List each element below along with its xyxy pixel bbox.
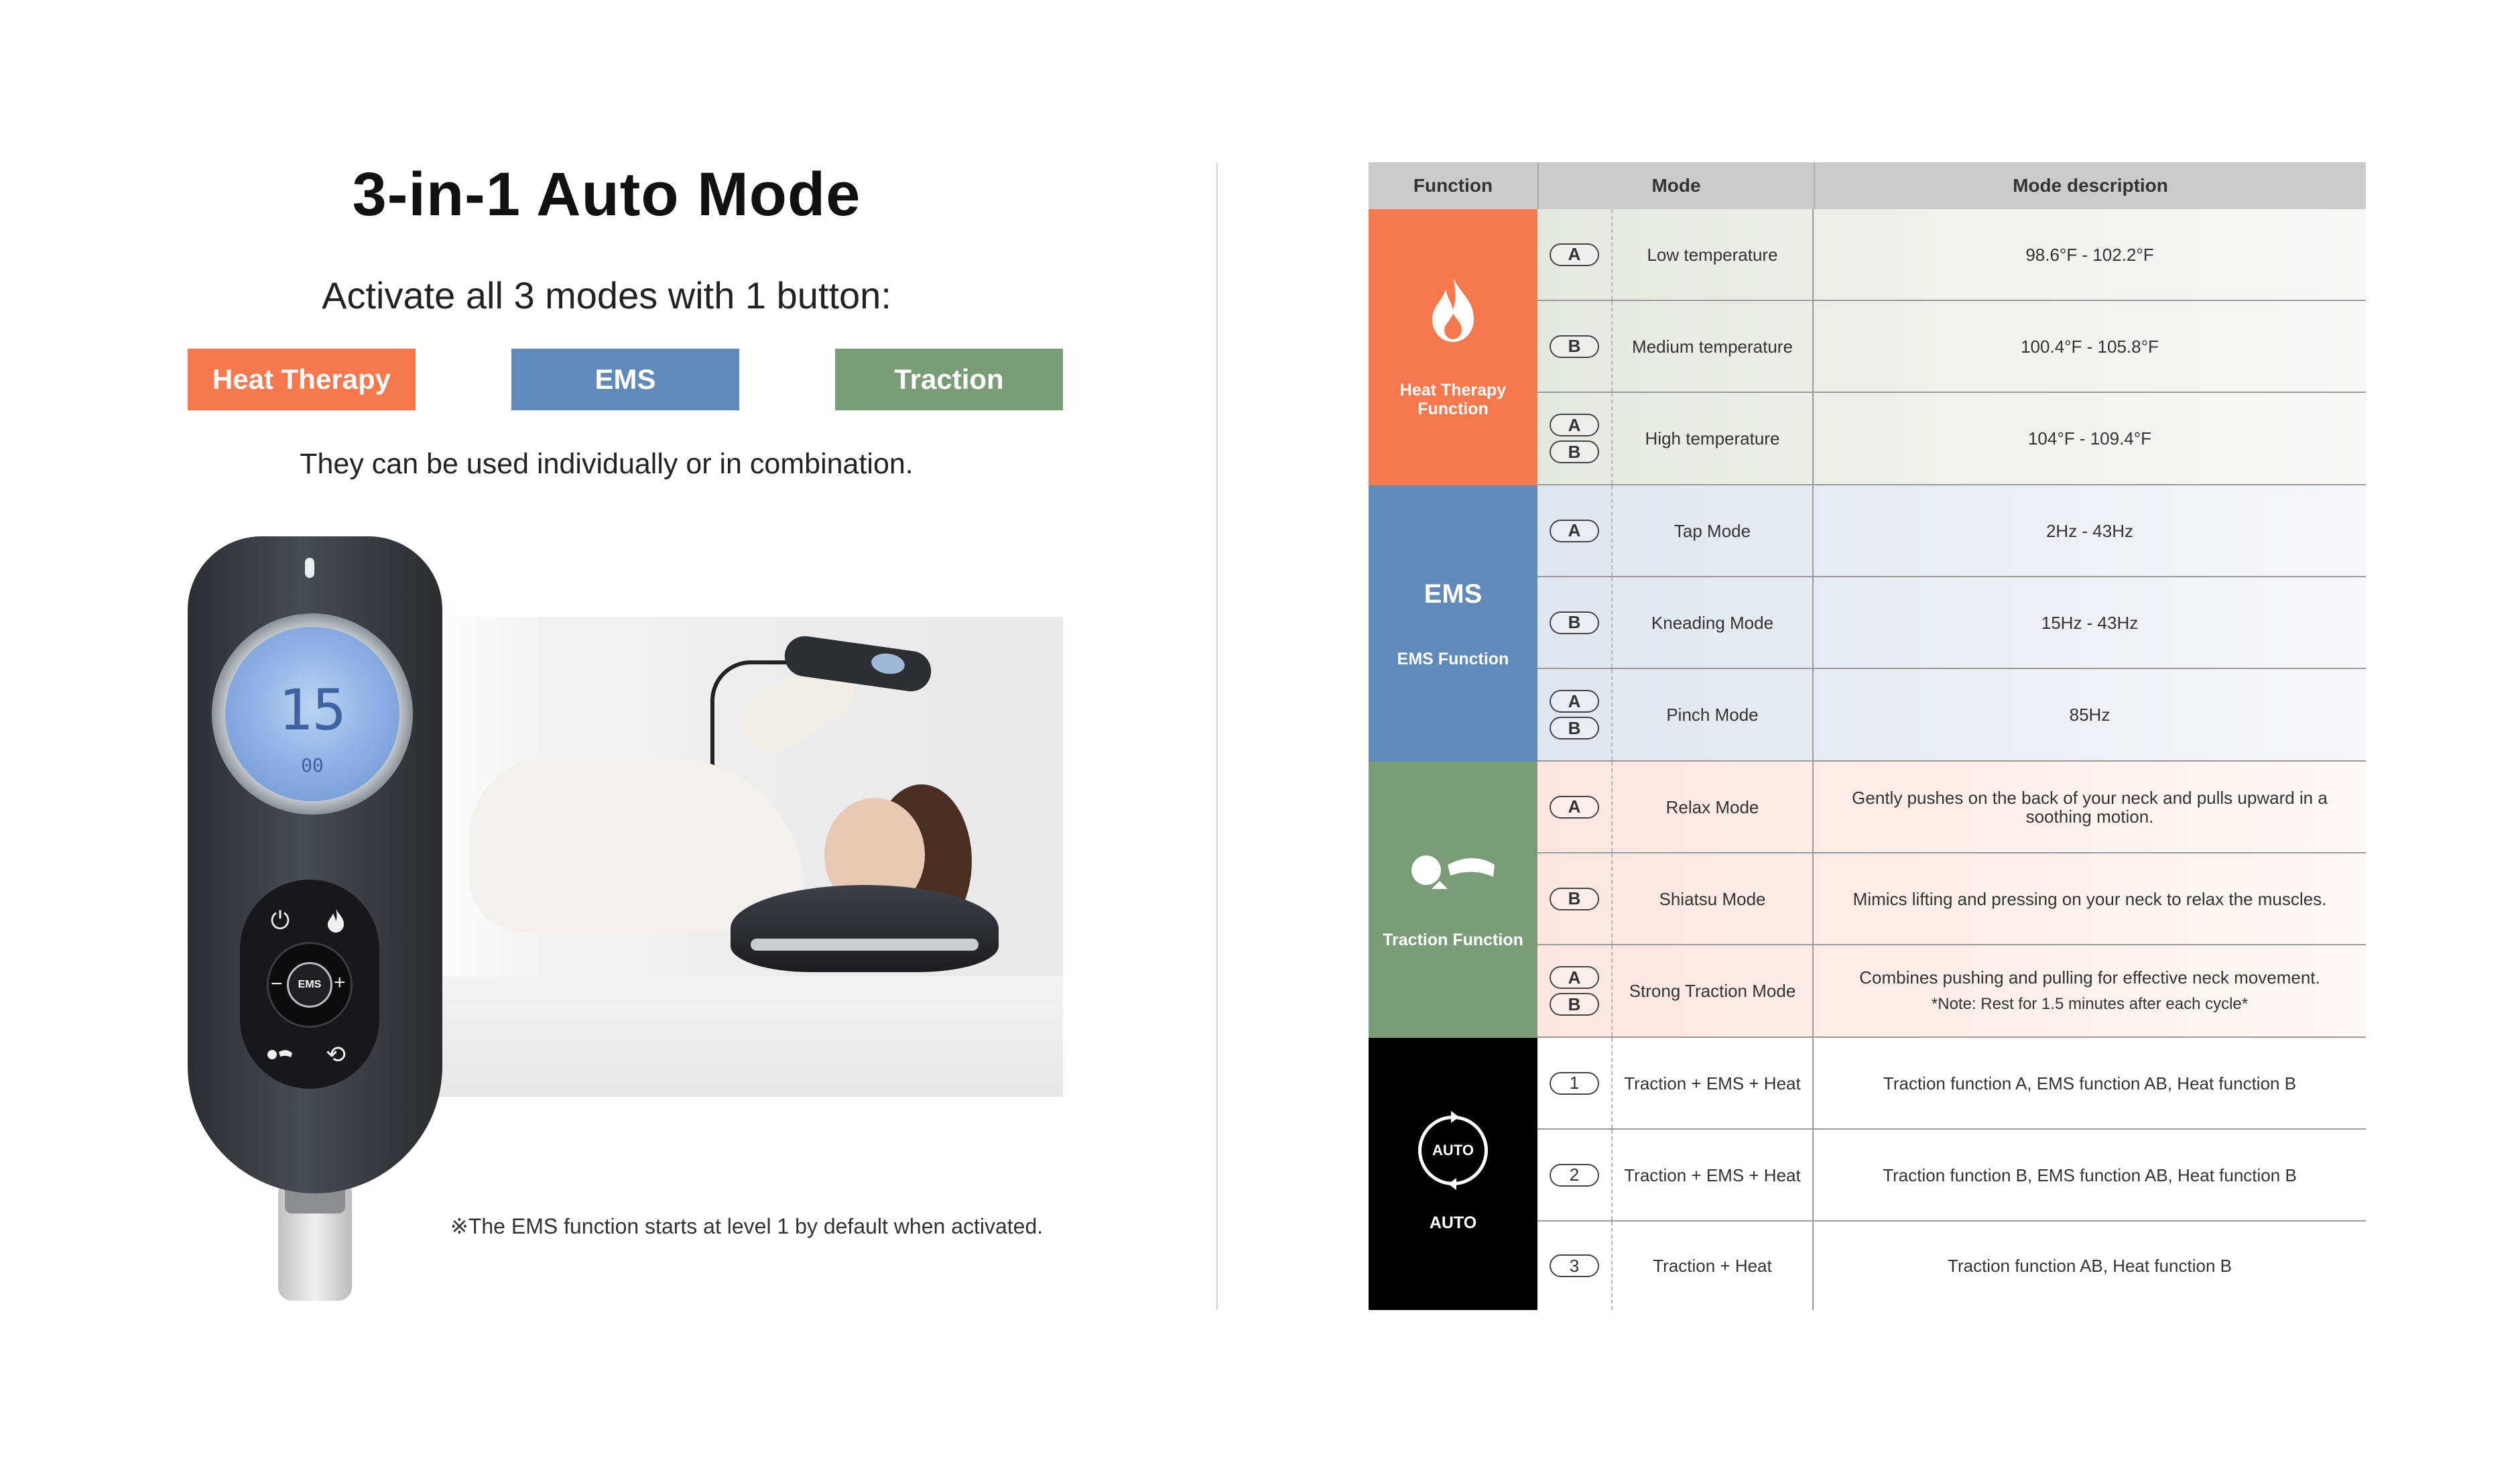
remote-display-sub: 00: [301, 754, 324, 776]
table-row: [1537, 1038, 2366, 1130]
mode-badge: B: [1550, 717, 1599, 739]
mode-badges: [1537, 393, 1613, 484]
mode-badges: [1537, 1222, 1613, 1310]
mode-badges: [1537, 669, 1613, 760]
group-ems-big-label: EMS: [1424, 579, 1483, 609]
page-subtitle: Activate all 3 modes with 1 button:: [322, 274, 891, 316]
remote-display-value: 15: [278, 677, 346, 743]
heat-therapy-pill: Heat Therapy: [188, 349, 416, 410]
mode-name: Medium temperature: [1613, 301, 1814, 392]
group-ems: [1369, 485, 1537, 762]
mode-badge: B: [1550, 993, 1599, 1016]
group-traction: [1369, 762, 1537, 1038]
table-row: [1537, 209, 2366, 301]
mode-description: 85Hz: [2069, 705, 2110, 725]
table-row: [1537, 485, 2366, 577]
table-row: [1537, 1222, 2366, 1310]
mode-badge: A: [1550, 690, 1599, 713]
mode-name: Kneading Mode: [1613, 577, 1814, 668]
mode-badge: 3: [1550, 1254, 1599, 1277]
auto-button-icon[interactable]: ⟲: [325, 1041, 346, 1068]
mode-badges: [1537, 1130, 1613, 1220]
mode-description: 98.6°F - 102.2°F: [2025, 244, 2154, 265]
mode-description: Traction function A, EMS function AB, Heat function B: [1883, 1073, 2297, 1093]
usage-text: They can be used individually or in combination.: [300, 448, 914, 480]
table-row: [1537, 762, 2366, 853]
mode-badge: B: [1550, 335, 1599, 358]
mode-description-text: Combines pushing and pulling for effective neck movement.: [1859, 967, 2320, 988]
mode-name: Traction + EMS + Heat: [1613, 1038, 1814, 1128]
group-auto: [1369, 1038, 1537, 1310]
mode-badges: [1537, 1038, 1613, 1128]
mode-badge: 2: [1550, 1164, 1599, 1187]
ems-pill: EMS: [511, 349, 739, 410]
group-traction-label: Traction Function: [1383, 931, 1523, 949]
mode-name: Shiatsu Mode: [1613, 853, 1814, 944]
group-heat-therapy-label: Heat Therapy Function: [1399, 381, 1507, 418]
mode-name: Traction + EMS + Heat: [1613, 1130, 1814, 1220]
mode-description: 2Hz - 43Hz: [2045, 520, 2134, 541]
header-function: Function: [1413, 175, 1493, 196]
auto-cycle-icon: AUTO: [1418, 1116, 1488, 1185]
traction-pill: Traction: [835, 349, 1063, 410]
mode-badges: [1537, 853, 1613, 944]
mode-description: 100.4°F - 105.8°F: [2021, 336, 2159, 357]
ems-button[interactable]: EMS: [287, 962, 332, 1008]
mode-name: Strong Traction Mode: [1613, 945, 1814, 1036]
mode-badges: [1537, 209, 1613, 300]
mode-badge: A: [1550, 520, 1599, 542]
header-mode-description: Mode description: [1814, 162, 2366, 209]
mode-description: Gently pushes on the back of your neck and pulls upward in a soothing motion.: [1852, 787, 2328, 827]
table-row: [1537, 945, 2366, 1038]
minus-button[interactable]: −: [271, 973, 283, 995]
table-row: [1537, 577, 2366, 669]
mode-name: Traction + Heat: [1613, 1222, 1814, 1310]
mode-badges: [1537, 945, 1613, 1036]
power-icon[interactable]: ⏻: [270, 906, 290, 934]
plus-button[interactable]: +: [334, 971, 346, 994]
mode-badge: A: [1550, 414, 1599, 436]
ems-note: ※The EMS function starts at level 1 by default when activated.: [450, 1214, 1044, 1238]
heat-flame-icon[interactable]: [319, 904, 353, 937]
mode-table: [1369, 162, 2366, 1310]
mode-description: [1814, 945, 2366, 1036]
mode-badge: B: [1550, 888, 1599, 910]
mode-description: Traction function AB, Heat function B: [1948, 1256, 2232, 1276]
group-auto-label: AUTO: [1429, 1213, 1477, 1232]
neck-massager-band: [751, 939, 979, 951]
mode-badges: [1537, 301, 1613, 392]
table-row: [1537, 393, 2366, 485]
neck-massager-device: [731, 885, 999, 972]
mode-badge: A: [1550, 966, 1599, 989]
left-panel: [0, 0, 1226, 1483]
mode-description-note: *Note: Rest for 1.5 minutes after each cycle*: [1931, 995, 2249, 1013]
mode-description: Traction function B, EMS function AB, Heat function B: [1883, 1165, 2297, 1185]
mode-description: Mimics lifting and pressing on your neck to relax the muscles.: [1852, 888, 2327, 909]
mode-name: Tap Mode: [1613, 485, 1814, 576]
mode-badge: A: [1550, 796, 1599, 819]
panel-divider: [1216, 162, 1218, 1310]
mode-badge: B: [1550, 611, 1599, 634]
mode-badge: 1: [1550, 1072, 1599, 1095]
table-row: [1537, 1130, 2366, 1222]
mode-badge: A: [1550, 243, 1599, 266]
mode-name: High temperature: [1613, 393, 1814, 484]
mode-description: 104°F - 109.4°F: [2027, 428, 2152, 449]
group-ems-label: EMS Function: [1397, 649, 1509, 668]
table-row: [1537, 301, 2366, 393]
header-mode: Mode: [1537, 162, 1814, 209]
mode-name: Pinch Mode: [1613, 669, 1814, 760]
traction-button-icon[interactable]: [263, 1038, 297, 1071]
mode-name: Relax Mode: [1613, 762, 1814, 852]
table-header: [1369, 162, 2366, 209]
table-row: [1537, 669, 2366, 762]
remote-led-indicator: [305, 558, 314, 578]
table-row: [1537, 853, 2366, 945]
mode-badges: [1537, 577, 1613, 668]
photo-floor: [416, 976, 1063, 1097]
mode-name: Low temperature: [1613, 209, 1814, 300]
page-title: 3-in-1 Auto Mode: [352, 160, 861, 229]
mode-badges: [1537, 762, 1613, 852]
traction-icon: [1406, 850, 1500, 897]
flame-icon: [1430, 276, 1476, 343]
mode-description: 15Hz - 43Hz: [2041, 612, 2139, 633]
mode-badge: B: [1550, 440, 1599, 463]
mode-badges: [1537, 485, 1613, 576]
group-heat-therapy: [1369, 209, 1537, 485]
